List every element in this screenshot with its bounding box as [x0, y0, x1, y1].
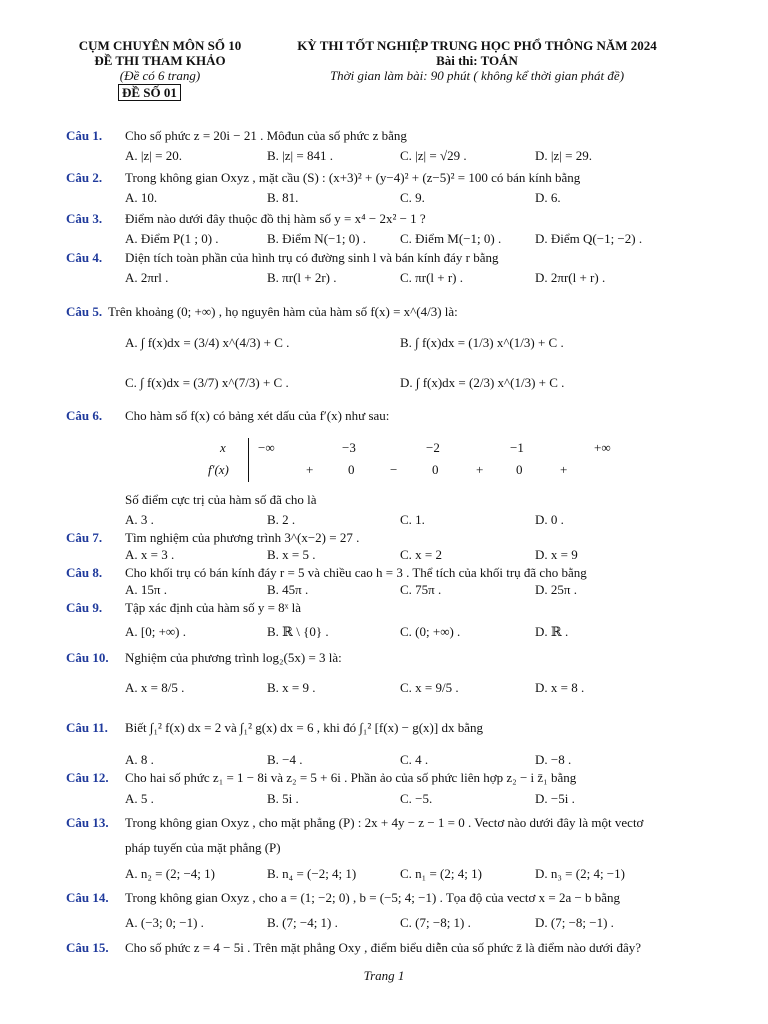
answer-option: A. 10. — [125, 190, 158, 205]
question-text: Cho số phức z = 4 − 5i . Trên mặt phẳng Oxy , điểm biểu diễn của số phức z̄ là điểm nào dưới đây? — [125, 940, 642, 955]
answer-option: B. (7; −4; 1) . — [267, 915, 338, 930]
question-number: Câu 15. — [66, 940, 109, 955]
sign-table-x-value: +∞ — [594, 440, 611, 455]
question-number: Câu 6. — [66, 408, 103, 423]
question-number: Câu 5. — [66, 304, 103, 319]
answer-option: C. 4 . — [400, 752, 429, 767]
question-number: Câu 8. — [66, 565, 103, 580]
answer-option: C. Điểm M(−1; 0) . — [400, 231, 502, 246]
page-count-note: (Đề có 6 trang) — [119, 68, 201, 83]
answer-option: B. 2 . — [267, 512, 296, 527]
answer-option: B. ∫ f(x)dx = (1/3) x^(1/3) + C . — [400, 335, 564, 350]
question-number: Câu 9. — [66, 600, 103, 615]
question-text: Cho hai số phức z₁ = 1 − 8i và z₂ = 5 + 6i . Phần ảo của số phức liên hợp z₂ − i z̄₁ bằng — [125, 770, 577, 785]
question-number: Câu 14. — [66, 890, 109, 905]
sign-table-derivative-label: f′(x) — [208, 462, 229, 477]
question-text: Cho khối trụ có bán kính đáy r = 5 và chiều cao h = 3 . Thể tích của khối trụ đã cho bằng — [125, 565, 587, 580]
answer-option: D. −5i . — [535, 791, 575, 806]
sign-table-x-label: x — [220, 440, 226, 455]
answer-option: A. 8 . — [125, 752, 154, 767]
answer-option: A. 5 . — [125, 791, 154, 806]
question-number: Câu 11. — [66, 720, 108, 735]
answer-option: D. x = 8 . — [535, 680, 585, 695]
answer-option: C. 9. — [400, 190, 425, 205]
sign-table-sign: + — [476, 462, 484, 477]
question-text: Trong không gian Oxyz , cho a = (1; −2; 0) , b = (−5; 4; −1) . Tọa độ của vectơ x = 2a − b bằng — [125, 890, 621, 905]
answer-option: A. Điểm P(1 ; 0) . — [125, 231, 219, 246]
answer-option: D. 0 . — [535, 512, 564, 527]
question-text: Nghiệm của phương trình log₂(5x) = 3 là: — [125, 650, 342, 665]
time-note: Thời gian làm bài: 90 phút ( không kể thời gian phát đề) — [329, 68, 625, 83]
answer-option: C. πr(l + r) . — [400, 270, 463, 285]
question-number: Câu 2. — [66, 170, 103, 185]
question-text: Tìm nghiệm của phương trình 3^(x−2) = 27 . — [125, 530, 360, 545]
answer-option: B. −4 . — [267, 752, 303, 767]
answer-option: C. x = 2 — [400, 547, 443, 562]
answer-option: C. |z| = √29 . — [400, 148, 467, 163]
answer-option: B. 5i . — [267, 791, 299, 806]
question-number: Câu 1. — [66, 128, 103, 143]
answer-option: C. 75π . — [400, 582, 442, 597]
answer-option: A. (−3; 0; −1) . — [125, 915, 204, 930]
answer-option: D. x = 9 — [535, 547, 578, 562]
answer-option: D. −8 . — [535, 752, 572, 767]
answer-option: D. n₃ = (2; 4; −1) — [535, 866, 625, 881]
question-text: Cho số phức z = 20i − 21 . Môđun của số phức z bằng — [125, 128, 407, 143]
answer-option: A. |z| = 20. — [125, 148, 182, 163]
answer-option: D. ℝ . — [535, 624, 569, 639]
sign-table-sign: − — [390, 462, 398, 477]
subject-title: Bài thi: TOÁN — [436, 53, 518, 68]
answer-option: B. n₄ = (−2; 4; 1) — [267, 866, 357, 881]
answer-option: B. 45π . — [267, 582, 309, 597]
answer-option: D. ∫ f(x)dx = (2/3) x^(1/3) + C . — [400, 375, 565, 390]
answer-option: D. 25π . — [535, 582, 577, 597]
question-number: Câu 12. — [66, 770, 109, 785]
answer-option: D. Điểm Q(−1; −2) . — [535, 231, 643, 246]
question-text: Trong không gian Oxyz , cho mặt phẳng (P) : 2x + 4y − z − 1 = 0 . Vectơ nào dưới đây là một vectơ — [125, 815, 644, 830]
sign-table-x-value: −∞ — [258, 440, 275, 455]
sign-table-x-value: −3 — [342, 440, 356, 455]
sign-table-zero: 0 — [348, 462, 355, 477]
question-text: Trong không gian Oxyz , mặt cầu (S) : (x+3)² + (y−4)² + (z−5)² = 100 có bán kính bằng — [125, 170, 581, 185]
answer-option: C. (7; −8; 1) . — [400, 915, 471, 930]
answer-option: D. 2πr(l + r) . — [535, 270, 606, 285]
sign-table-sign: + — [306, 462, 314, 477]
answer-option: B. x = 9 . — [267, 680, 316, 695]
sign-table — [200, 438, 630, 484]
answer-option: C. 1. — [400, 512, 425, 527]
answer-option: B. x = 5 . — [267, 547, 316, 562]
answer-option: A. ∫ f(x)dx = (3/4) x^(4/3) + C . — [125, 335, 290, 350]
exam-type-title: ĐỀ THI THAM KHẢO — [94, 53, 226, 68]
answer-option: A. 3 . — [125, 512, 154, 527]
answer-option: A. x = 8/5 . — [125, 680, 185, 695]
question-followup-text: Số điểm cực trị của hàm số đã cho là — [125, 492, 317, 507]
question-text: Điểm nào dưới đây thuộc đồ thị hàm số y = x⁴ − 2x² − 1 ? — [125, 211, 426, 226]
answer-option: D. 6. — [535, 190, 561, 205]
sign-table-sign: + — [560, 462, 568, 477]
answer-option: A. n₂ = (2; −4; 1) — [125, 866, 215, 881]
answer-option: C. (0; +∞) . — [400, 624, 461, 639]
answer-option: A. 2πrl . — [125, 270, 169, 285]
answer-option: A. [0; +∞) . — [125, 624, 187, 639]
question-number: Câu 13. — [66, 815, 109, 830]
exam-code: ĐỀ SỐ 01 — [118, 84, 181, 101]
answer-option: B. 81. — [267, 190, 299, 205]
answer-option: A. x = 3 . — [125, 547, 175, 562]
answer-option: C. n₁ = (2; 4; 1) — [400, 866, 482, 881]
question-text: Biết ∫₁² f(x) dx = 2 và ∫₁² g(x) dx = 6 , khi đó ∫₁² [f(x) − g(x)] dx bằng — [125, 720, 483, 735]
answer-option: B. Điểm N(−1; 0) . — [267, 231, 367, 246]
school-group-title: CỤM CHUYÊN MÔN SỐ 10 — [78, 38, 242, 53]
question-text-continued: pháp tuyến của mặt phẳng (P) — [125, 840, 281, 855]
answer-option: B. πr(l + 2r) . — [267, 270, 337, 285]
question-number: Câu 4. — [66, 250, 103, 265]
question-text: Tập xác định của hàm số y = 8ˣ là — [125, 600, 302, 615]
question-number: Câu 3. — [66, 211, 103, 226]
answer-option: D. |z| = 29. — [535, 148, 592, 163]
question-number: Câu 7. — [66, 530, 103, 545]
answer-option: C. x = 9/5 . — [400, 680, 459, 695]
answer-option: B. ℝ \ {0} . — [267, 624, 329, 639]
answer-option: B. |z| = 841 . — [267, 148, 333, 163]
question-number: Câu 10. — [66, 650, 109, 665]
page-footer: Trang 1 — [363, 968, 405, 983]
exam-title: KỲ THI TỐT NGHIỆP TRUNG HỌC PHỔ THÔNG NĂM 2024 — [297, 38, 657, 53]
question-text: Trên khoảng (0; +∞) , họ nguyên hàm của hàm số f(x) = x^(4/3) là: — [108, 304, 458, 319]
sign-table-x-value: −1 — [510, 440, 524, 455]
question-text: Cho hàm số f(x) có bảng xét dấu của f′(x) như sau: — [125, 408, 390, 423]
answer-option: C. −5. — [400, 791, 433, 806]
question-text: Diện tích toàn phần của hình trụ có đường sinh l và bán kính đáy r bằng — [125, 250, 499, 265]
sign-table-zero: 0 — [432, 462, 439, 477]
answer-option: C. ∫ f(x)dx = (3/7) x^(7/3) + C . — [125, 375, 289, 390]
answer-option: A. 15π . — [125, 582, 167, 597]
sign-table-zero: 0 — [516, 462, 523, 477]
sign-table-x-value: −2 — [426, 440, 440, 455]
answer-option: D. (7; −8; −1) . — [535, 915, 614, 930]
